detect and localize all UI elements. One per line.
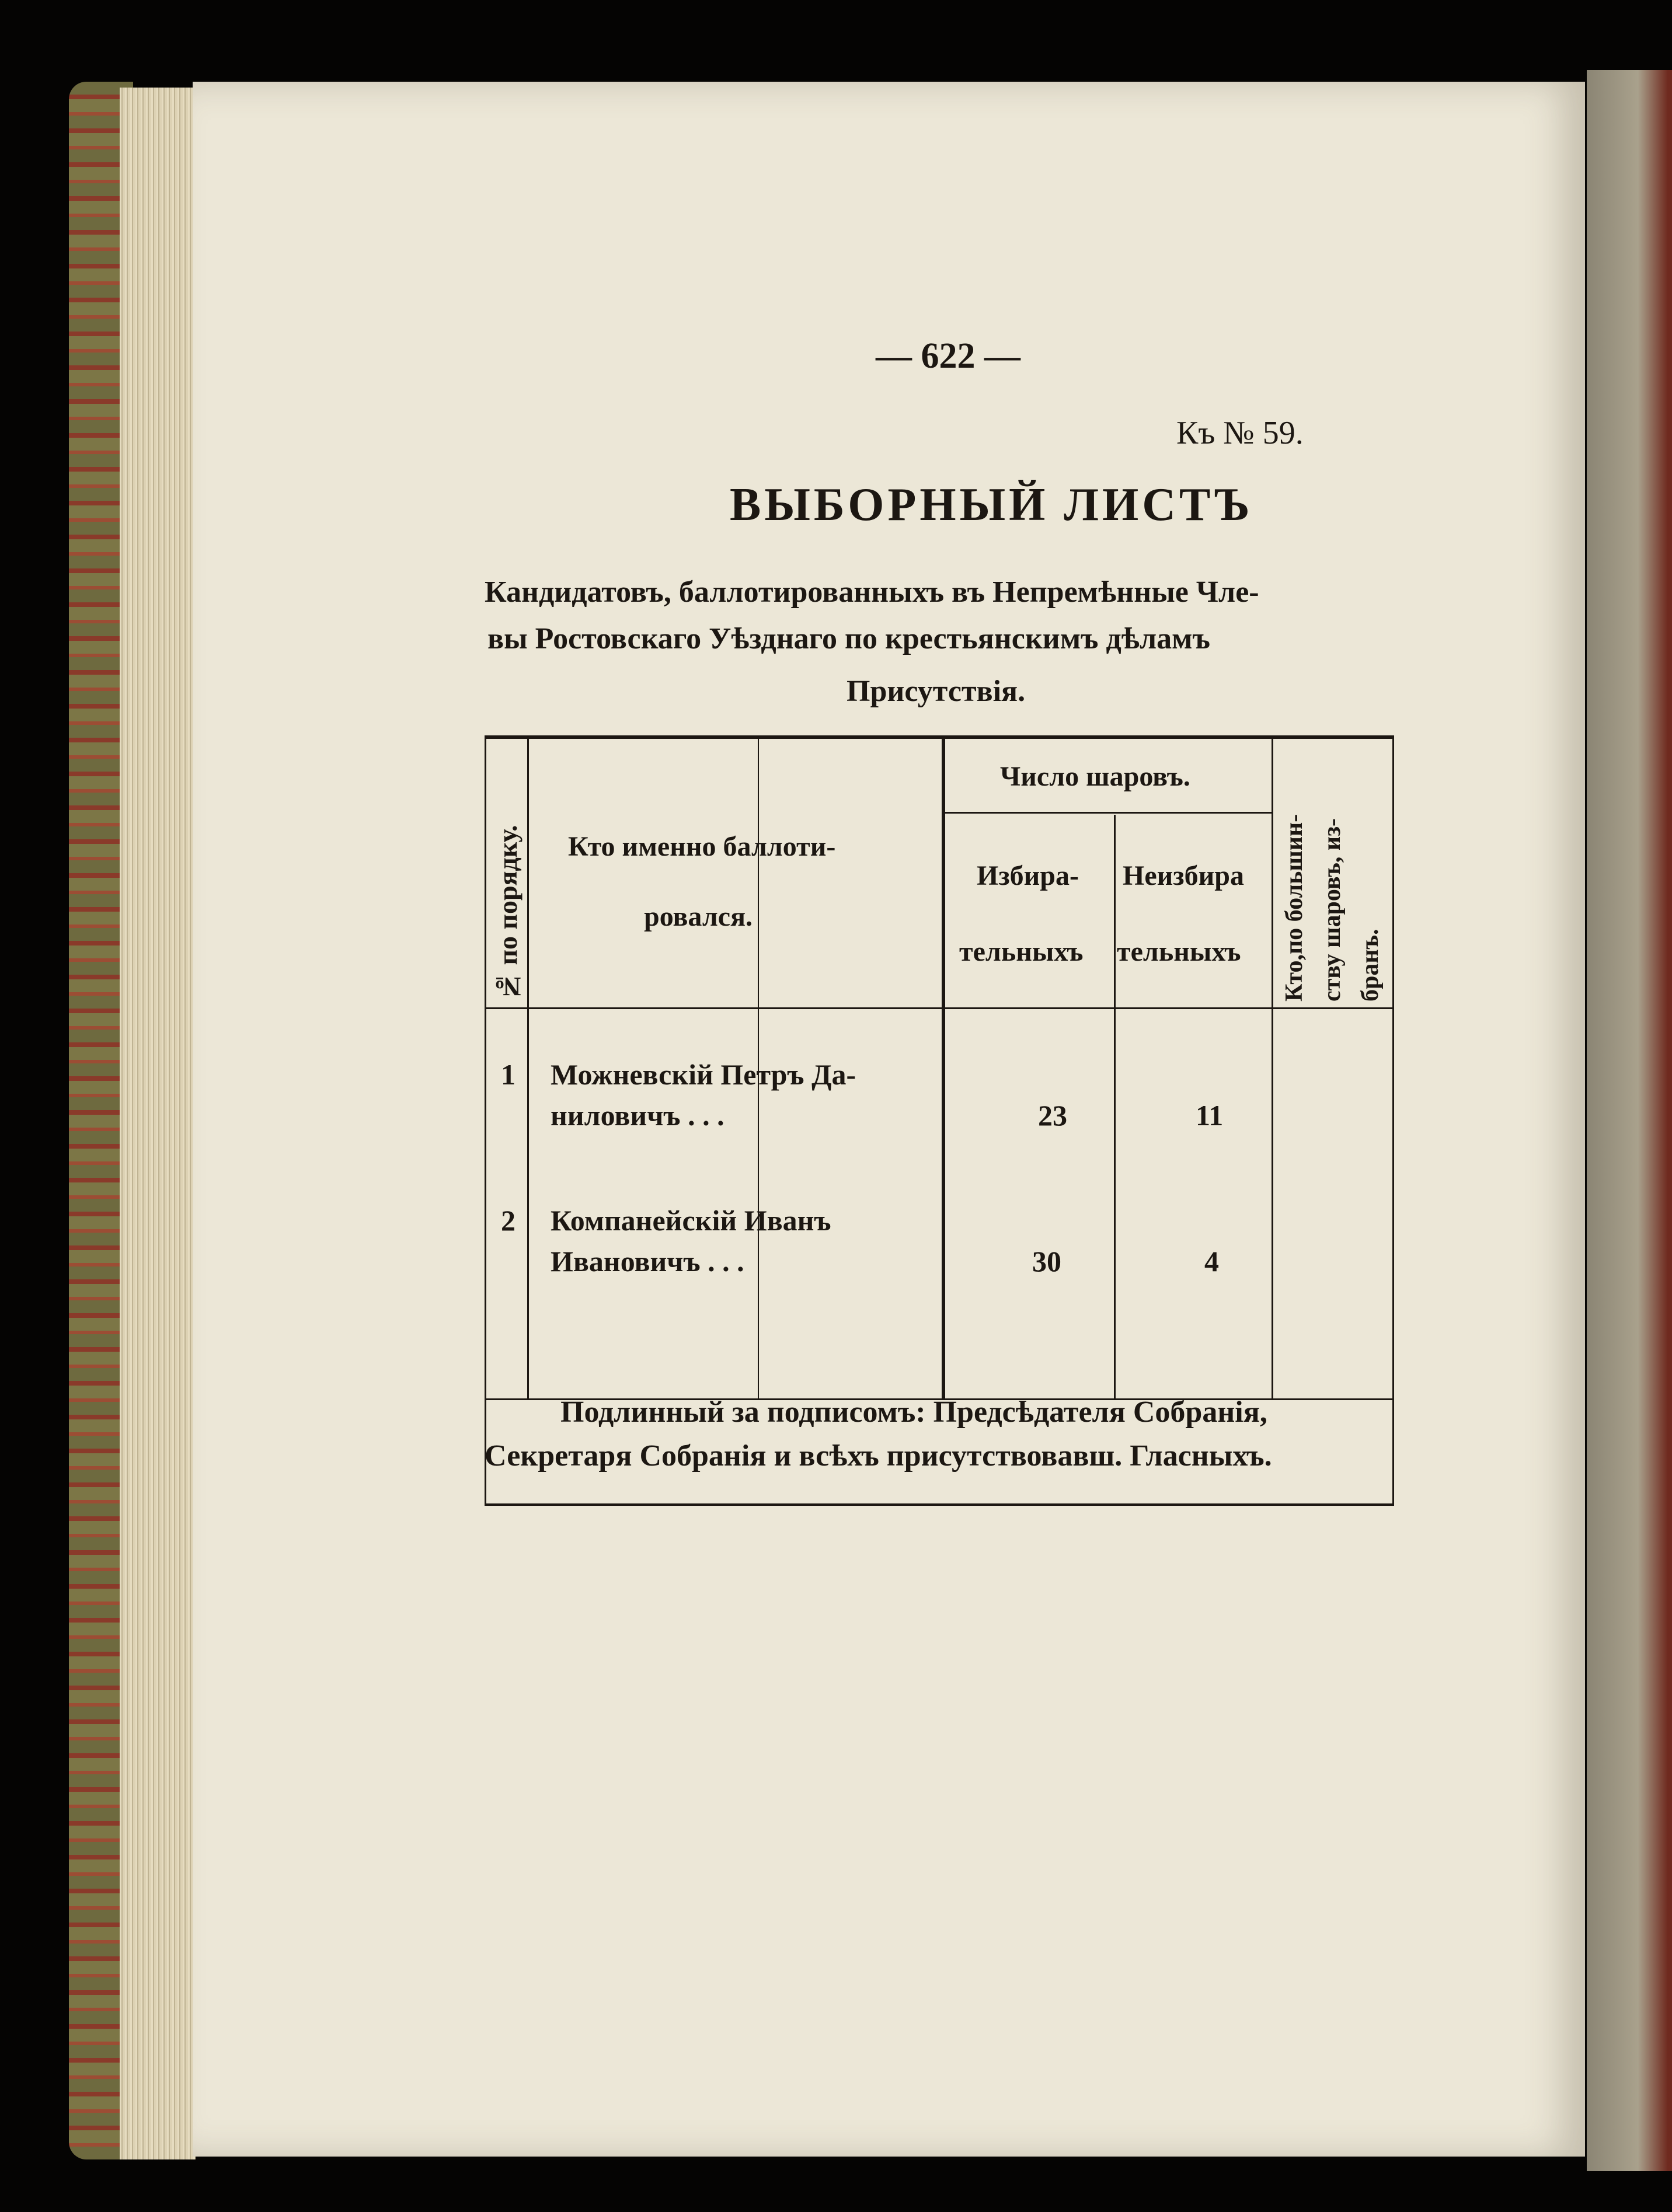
row-2-name-1: Компанейскій Иванъ <box>551 1204 831 1237</box>
subtitle-line-3: Присутствія. <box>847 675 1026 708</box>
header-name-1: Кто именно баллоти- <box>568 831 836 862</box>
reference: Къ № 59. <box>1176 415 1304 451</box>
row-1-name-1: Можневскій Петръ Да- <box>551 1058 856 1091</box>
header-balls: Число шаровъ. <box>1000 761 1190 792</box>
header-majority-3: бранъ. <box>1357 929 1384 1002</box>
row-1-nonelect: 11 <box>1196 1099 1224 1132</box>
row-1-number: 1 <box>501 1058 515 1091</box>
header-majority-2: ству шаровъ, из- <box>1319 818 1346 1002</box>
header-elect-2: тельныхъ <box>959 936 1084 967</box>
subtitle-line-2: вы Ростовскаго Уѣзднаго по крестьянскимъ дѣламъ <box>487 622 1210 655</box>
row-2-number: 2 <box>501 1204 515 1237</box>
ballot-table <box>485 735 1394 1506</box>
header-nonelect-1: Неизбира <box>1123 860 1244 891</box>
header-majority-1: Кто,по большин- <box>1281 814 1308 1002</box>
page-number: — 622 — <box>876 336 1020 376</box>
footer-line-2: Секретаря Собранія и всѣхъ присутствовавш. Гласныхъ. <box>485 1439 1272 1473</box>
header-elect-1: Избира- <box>977 860 1079 891</box>
row-2-nonelect: 4 <box>1204 1245 1219 1278</box>
header-number: № по порядку. <box>493 825 522 1002</box>
row-1-name-2: ниловичъ . . . <box>551 1099 724 1132</box>
page-edges <box>120 88 196 2159</box>
header-name-2: ровался. <box>644 901 753 932</box>
row-2-name-2: Ивановичъ . . . <box>551 1245 744 1278</box>
facing-page-edge <box>1587 70 1672 2171</box>
row-2-elect: 30 <box>1032 1245 1061 1278</box>
footer-line-1: Подлинный за подписомъ: Предсѣдателя Собранія, <box>560 1395 1267 1429</box>
row-1-elect: 23 <box>1038 1099 1067 1132</box>
subtitle-line-1: Кандидатовъ, баллотированныхъ въ Непремѣнные Чле- <box>485 575 1259 609</box>
header-nonelect-2: тельныхъ <box>1117 936 1241 967</box>
page-title: ВЫБОРНЫЙ ЛИСТЪ <box>730 479 1253 531</box>
